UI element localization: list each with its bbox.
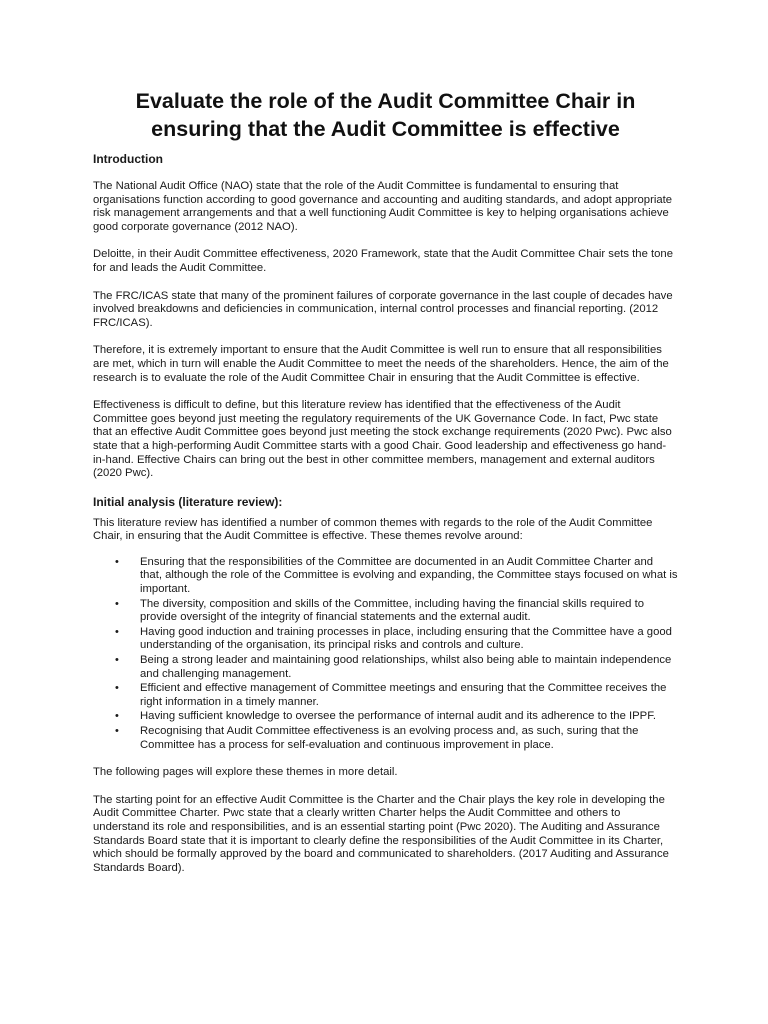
paragraph: Effectiveness is difficult to define, but this literature review has identified that the effectiveness of the Audit Committee goes beyond just meeting the regulatory requirements of the UK Governance Code. In fact, Pwc state that an effective Audit Committee goes beyond just meeting the stock exchange requirements (2020 Pwc). Pwc also state that a high-performing Audit Committee starts with a good Chair. Good leadership and effectiveness go hand-in-hand. Effective Chairs can bring out the best in other committee members, management and external auditors (2020 Pwc).	[93, 399, 672, 480]
bullet-text: Being a strong leader and maintaining good relationships, whilst also being able to maintain independence and challenging management.	[140, 654, 672, 680]
bullet-text: Having good induction and training processes in place, including ensuring that the Committee have a good understanding of the organisation, its principal risks and controls and culture.	[140, 625, 672, 652]
section-heading-introduction: Introduction	[93, 152, 163, 166]
bullet-icon: •	[115, 725, 119, 737]
bullet-icon: •	[115, 555, 119, 568]
bullet-item	[93, 682, 678, 709]
paragraph: The starting point for an effective Audit Committee is the Charter and the Chair plays the key role in developing the Audit Committee Charter. Pwc state that a clearly written Charter helps the Audit Committee and others to understand its role and responsibilities, and is an essential starting point (Pwc 2020). The Auditing and Assurance Standards Board state that it is important to clearly define the responsibilities of the Audit Committee in its Charter, which should be formally approved by the board and communicated to shareholders. (2017 Auditing and Assurance Standards Board).	[93, 793, 669, 874]
paragraph: Therefore, it is extremely important to ensure that the Audit Committee is well run to ensure that all responsibilities are met, which in turn will enable the Audit Committee to meet the needs of the shareholders. Hence, the aim of the research is to evaluate the role of the Audit Committee Chair in ensuring that the Audit Committee is effective.	[93, 344, 669, 384]
bullet-icon: •	[115, 625, 119, 638]
paragraph: The National Audit Office (NAO) state that the role of the Audit Committee is fundamental to ensuring that organisations function according to good governance and accounting and auditing standards, and adopt appropriate risk management arrangements and that a well functioning Audit Committee is key to helping organisations achieve good corporate governance (2012 NAO).	[93, 180, 673, 233]
bullet-text: Having sufficient knowledge to oversee the performance of internal audit and its adherence to the IPPF.	[140, 710, 656, 723]
bullet-item	[93, 556, 678, 597]
bullet-item	[93, 598, 678, 625]
bullet-text: Recognising that Audit Committee effectiveness is an evolving process and, as such, suring that the Committee has a process for self-evaluation and continuous improvement in place.	[140, 725, 639, 751]
bullet-text: Ensuring that the responsibilities of the Committee are documented in an Audit Committee Charter and that, although the role of the Committee is evolving and expanding, the Committee stays focused on what is important.	[140, 555, 678, 596]
bullet-item	[93, 626, 678, 653]
themes-intro-paragraph: This literature review has identified a number of common themes with regards to the role of the Audit Committee Chair, in ensuring that the Audit Committee is effective. These themes revolve around:	[93, 516, 653, 543]
bullet-icon: •	[115, 597, 119, 610]
paragraph: The following pages will explore these themes in more detail.	[93, 766, 398, 779]
bullet-icon: •	[115, 682, 119, 695]
bullet-text: Efficient and effective management of Committee meetings and ensuring that the Committee receives the right information in a timely manner.	[140, 682, 667, 708]
document-page	[93, 87, 678, 889]
themes-bullet-list	[93, 556, 678, 752]
bullet-text: The diversity, composition and skills of the Committee, including having the financial skills required to provide oversight of the integrity of financial statements and the external audit.	[140, 597, 644, 624]
bullet-item	[93, 710, 678, 724]
bullet-item	[93, 725, 678, 752]
paragraph: The FRC/ICAS state that many of the prominent failures of corporate governance in the last couple of decades have involved breakdowns and deficiencies in communication, internal control processes and financial reporting. (2012 FRC/ICAS).	[93, 289, 673, 329]
document-title: Evaluate the role of the Audit Committee Chair in ensuring that the Audit Committee is effective	[135, 89, 636, 141]
paragraph: Deloitte, in their Audit Committee effectiveness, 2020 Framework, state that the Audit Committee Chair sets the tone for and leads the Audit Committee.	[93, 248, 673, 274]
bullet-icon: •	[115, 654, 119, 667]
section-heading-initial-analysis: Initial analysis (literature review):	[93, 494, 283, 509]
bullet-icon: •	[115, 710, 119, 723]
bullet-item	[93, 654, 678, 681]
